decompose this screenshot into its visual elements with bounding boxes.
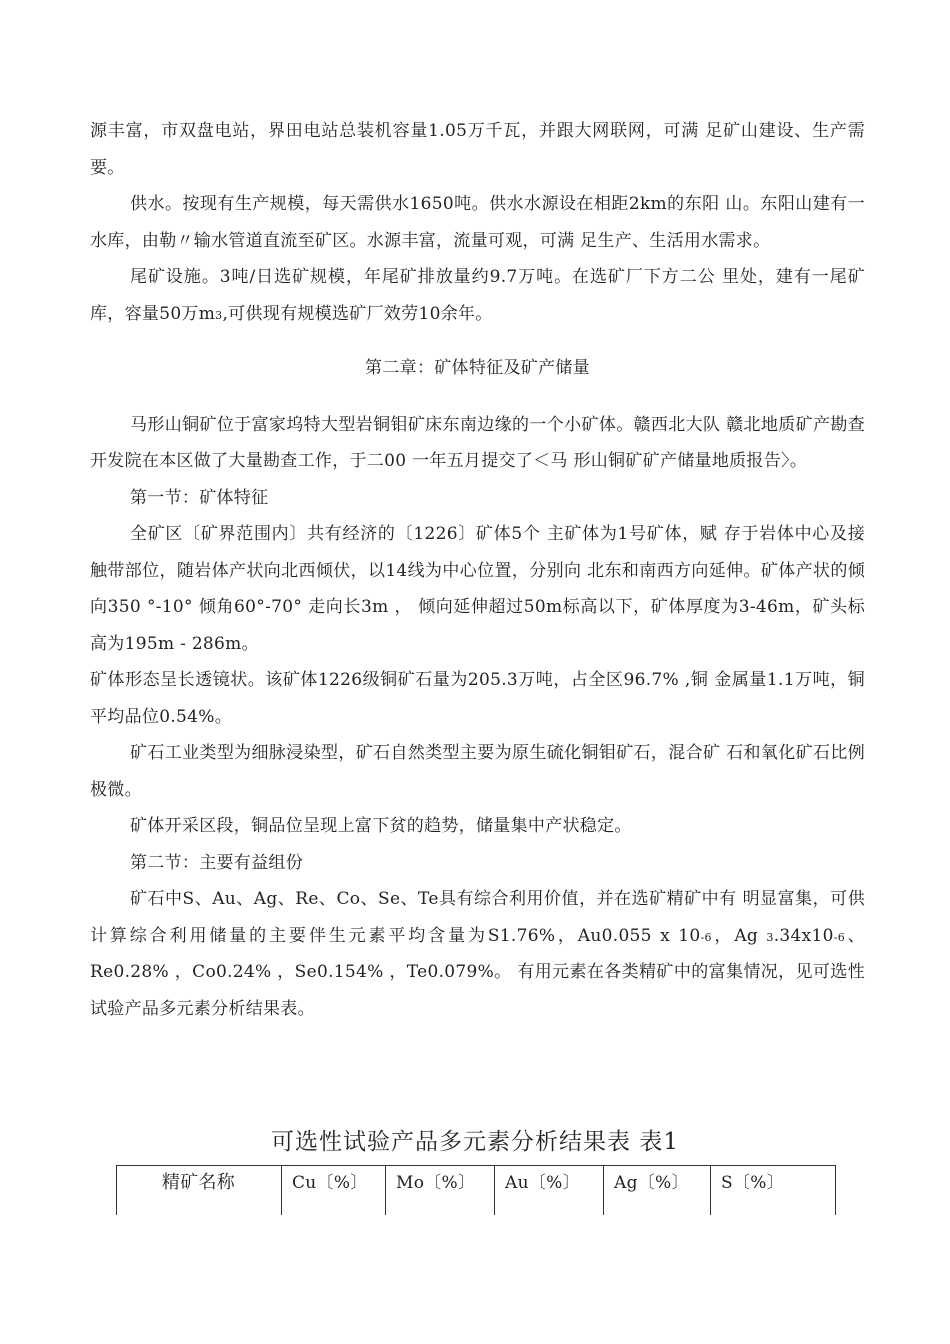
subscript: 3	[215, 308, 223, 322]
paragraph-overview: 马形山铜矿位于富家坞特大型岩铜钼矿床东南边缘的一个小矿体。赣西北大队 赣北地质矿产勘查开发院在本区做了大量勘查工作，于二00 一年五月提交了＜马 形山铜矿矿产储量地质报告〉。	[90, 414, 865, 471]
header-concentrate-name: 精矿名称	[117, 1166, 282, 1221]
header-mo: Mo〔%〕	[386, 1166, 495, 1221]
subscript: -6	[833, 930, 846, 944]
paragraph-tailings-end: ,可供现有规模选矿厂效劳10余年。	[222, 303, 493, 324]
header-cu: Cu〔%〕	[282, 1166, 386, 1221]
header-ag: Ag〔%〕	[604, 1166, 711, 1221]
paragraph-components	[90, 881, 865, 1027]
results-table	[116, 1165, 836, 1221]
page-bottom-margin	[0, 1215, 950, 1344]
components-text-c: .34x10	[773, 925, 834, 946]
document-body	[90, 113, 865, 1027]
chapter-heading: 第二章：矿体特征及矿产储量	[365, 358, 590, 378]
subscript: 3	[766, 930, 774, 944]
subscript: -6	[700, 930, 712, 944]
components-text-d: 、Re0.28% ，Co0.24% ，Se0.154% ，Te0.079%。 有用元素在各类精矿中的富集情况，见可选性试验产品多元素分析结果表。	[90, 925, 865, 1019]
paragraph-ore-shape: 矿体形态呈长透镜状。该矿体1226级铜矿石量为205.3万吨，占全区96.7% ,铜 金属量1.1万吨，铜平均品位0.54%。	[90, 670, 865, 727]
paragraph-water-supply: 供水。按现有生产规模，每天需供水1650吨。供水水源设在相距2km的东阳 山。东阳山建有一水库，由勒〃输水管道直流至矿区。水源丰富，流量可观，可满 足生产、生活用水需求。	[90, 194, 865, 251]
components-text-a: 矿石中S、Au、Ag、Re、Co、Se、Te具有综合利用价值，并在选矿精矿中有 明显富集，可供计算综合利用储量的主要伴生元素平均含量为S1.76%，Au0.055 x 10	[90, 889, 865, 946]
section-heading-components: 第二节：主要有益组份	[130, 852, 303, 873]
paragraph-tailings	[90, 259, 865, 332]
header-au: Au〔%〕	[495, 1166, 604, 1221]
paragraph-tailings-text: 尾矿设施。3吨/日选矿规模，年尾矿排放量约9.7万吨。在选矿厂下方二公 里处，建有一尾矿库，容量50万m	[90, 267, 865, 324]
paragraph-ore-type: 矿石工业类型为细脉浸染型，矿石自然类型主要为原生硫化铜钼矿石，混合矿 石和氧化矿石比例极微。	[90, 743, 865, 800]
paragraph-grade-trend: 矿体开采区段，铜品位呈现上富下贫的趋势，储量集中产状稳定。	[130, 816, 632, 836]
table-header-row	[117, 1166, 836, 1221]
components-text-b: ，Ag	[711, 925, 767, 946]
paragraph-ore-bodies: 全矿区〔矿界范围内〕共有经济的〔1226〕矿体5个 主矿体为1号矿体，赋 存于岩体中心及接触带部位，随岩体产状向北西倾伏，以14线为中心位置，分别向 北东和南西方向延伸。矿体产状的倾向350 °-10° 倾角60°-70° 走向长3m ， 倾向延伸超过50m标高以下，矿体厚度为3-46m，矿头标高为195m - 286m。	[90, 524, 865, 654]
header-s: S〔%〕	[711, 1166, 836, 1221]
paragraph-power-supply: 源丰富，市双盘电站，界田电站总装机容量1.05万千瓦，并跟大网联网，可满 足矿山建设、生产需要。	[90, 121, 865, 178]
table-title: 可选性试验产品多元素分析结果表 表1	[271, 1129, 679, 1155]
section-heading-ore-features: 第一节：矿体特征	[130, 487, 269, 508]
